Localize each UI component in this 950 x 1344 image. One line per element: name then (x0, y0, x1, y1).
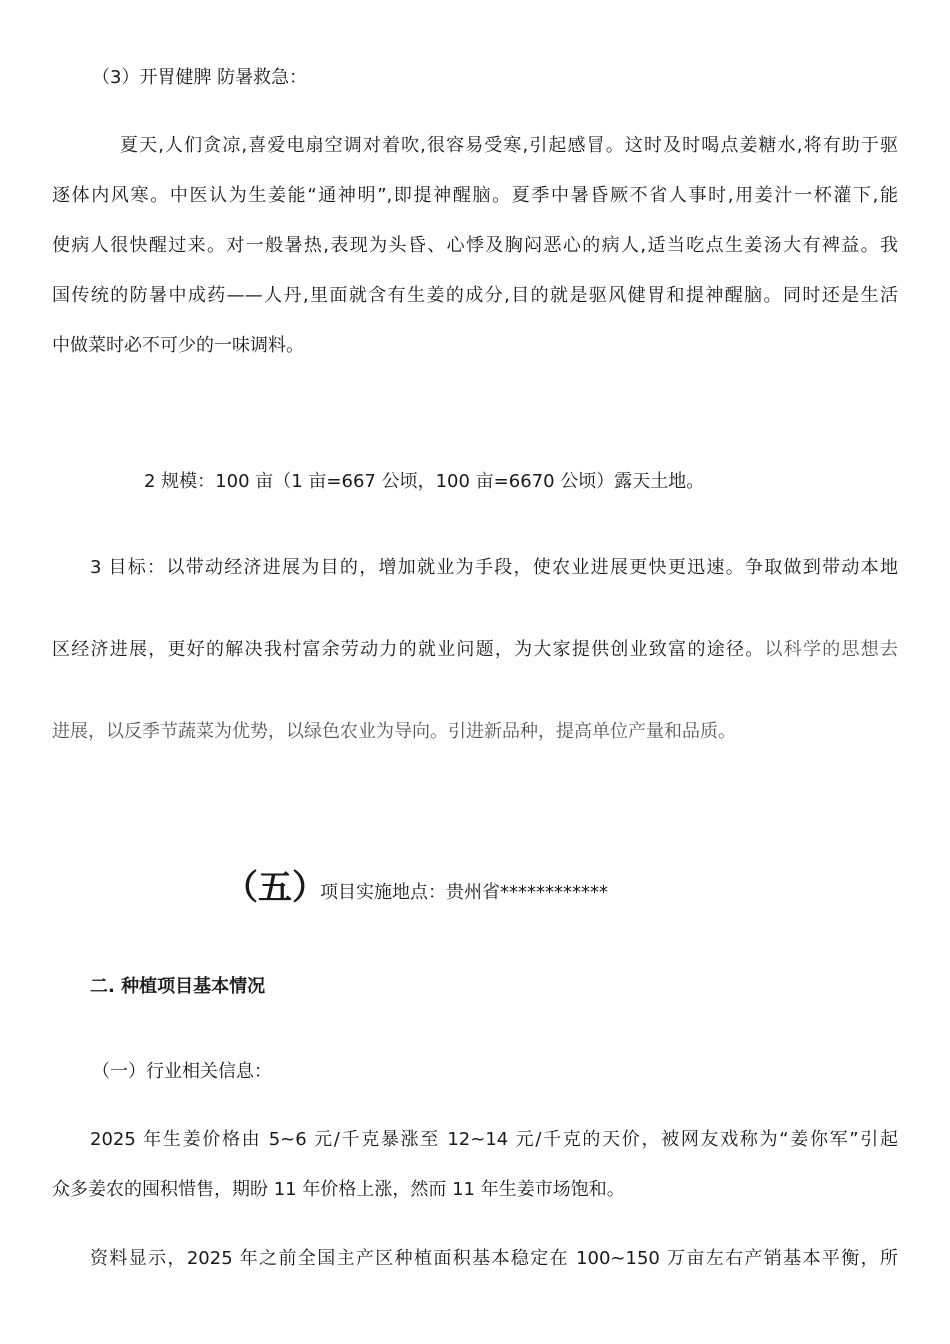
paragraph-line: 逐体内风寒。中医认为生姜能“通神明”,即提神醒脑。夏季中暑昏厥不省人事时,用姜汁一杯灌下,能 (52, 185, 898, 206)
paragraph-line: 使病人很快醒过来。对一般暑热,表现为头昏、心悸及胸闷恶心的病人,适当吃点生姜汤大有裨益。我 (52, 235, 898, 256)
subsection-heading-3: （3）开胃健脾 防暑救急： (92, 67, 308, 88)
goal-line-1: 3 目标：以带动经济进展为目的，增加就业为手段，使农业进展更快更迅速。争取做到带动本地 (90, 557, 898, 578)
paragraph-data-line: 资料显示，2025 年之前全国主产区种植面积基本稳定在 100~150 万亩左右产销基本平衡，所 (90, 1248, 898, 1269)
paragraph-line: 中做菜时必不可少的一味调料。 (52, 335, 304, 356)
project-location: 项目实施地点：贵州省************ (320, 882, 608, 903)
paragraph-line: 国传统的防暑中成药——人丹,里面就含有生姜的成分,目的就是驱风健胃和提神醒脑。同时还是生活 (52, 285, 898, 306)
goal-line-3: 进展，以反季节蔬菜为优势，以绿色农业为导向。引进新品种，提高单位产量和品质。 (52, 721, 736, 742)
paragraph-line: 夏天,人们贪凉,喜爱电扇空调对着吹,很容易受寒,引起感冒。这时及时喝点姜糖水,将有助于驱 (120, 135, 898, 156)
chapter-heading: 二. 种植项目基本情况 (90, 976, 266, 997)
goal-line-2-dark: 区经济进展，更好的解决我村富余劳动力的就业问题，为大家提供创业致富的途径。 (52, 639, 765, 660)
scale-line: 2 规模：100 亩（1 亩=667 公顷，100 亩=6670 公顷）露天土地。 (144, 471, 705, 492)
section-number: （五） (224, 868, 326, 908)
paragraph-line: 众多姜农的囤积惜售，期盼 11 年价格上涨，然而 11 年生姜市场饱和。 (52, 1179, 625, 1200)
subsection-heading-1: （一）行业相关信息： (92, 1061, 272, 1082)
goal-line-2-gray: 以科学的思想去 (764, 639, 899, 660)
goal-line-2 (52, 638, 898, 662)
paragraph-line: 2025 年生姜价格由 5~6 元/千克暴涨至 12~14 元/千克的天价，被网友戏称为“姜你军”引起 (90, 1129, 898, 1150)
